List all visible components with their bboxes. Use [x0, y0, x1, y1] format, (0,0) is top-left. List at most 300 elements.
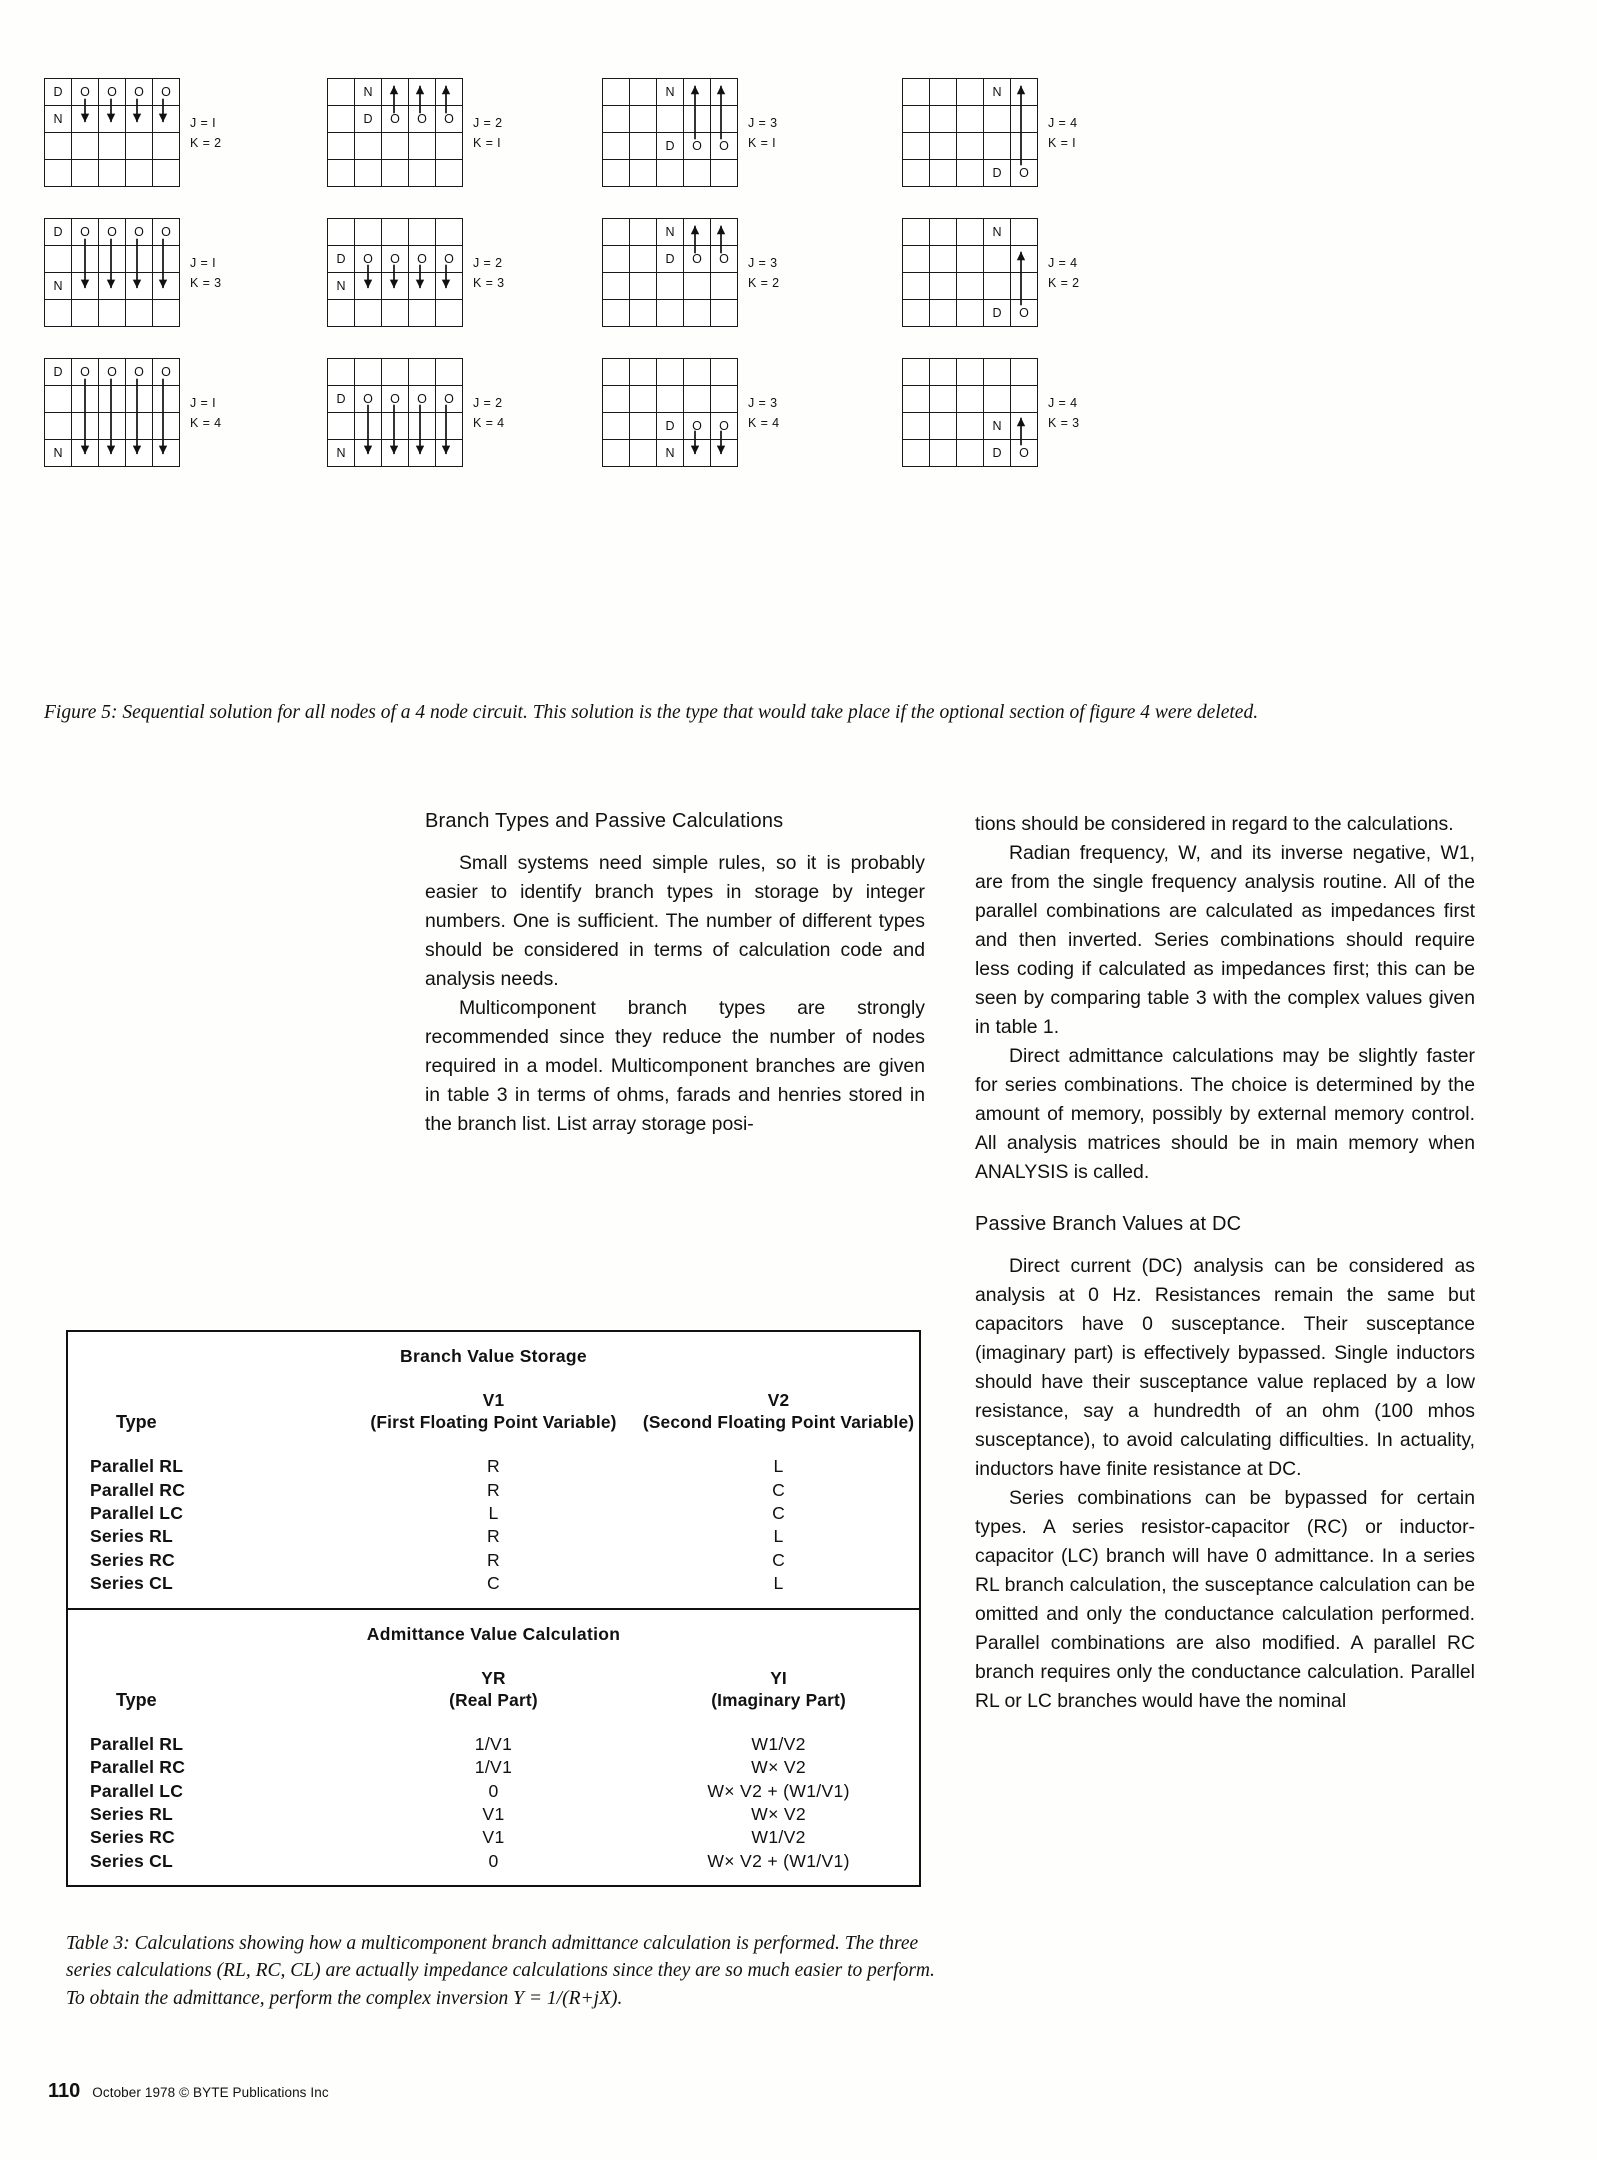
grid-row: [45, 79, 180, 106]
paragraph: Multicomponent branch types are strongly recommended since they reduce the number of nodes required in a model. Multicomponent branches are given in table 3 in terms of ohms, farads and henries stored in the branch list. List array storage posi-: [425, 997, 925, 1135]
grid-cell-empty: [711, 440, 738, 467]
grid-cell-empty: [328, 413, 355, 440]
grid-cell-empty: [126, 273, 153, 300]
grid-cell-empty: [657, 160, 684, 187]
grid-cell-empty: [630, 300, 657, 327]
grid-cell-empty: [684, 106, 711, 133]
grid-row: [903, 386, 1038, 413]
grid-row: [45, 160, 180, 187]
cell-type: Series CL: [90, 1573, 173, 1594]
grid-table: [902, 358, 1038, 467]
paragraph: Radian frequency, W, and its inverse negative, W1, are from the single frequency analysis routine. All of the parallel combinations are calculated as impedances first and then inverted. Series combinations should require less coding if calculated as impedances first; this can be seen by comparing table 3 with the complex values given in table 1.: [975, 842, 1475, 1038]
grid-cell-empty: [930, 160, 957, 187]
grid-cell-labeled: O: [72, 79, 99, 106]
grid-table: [327, 78, 463, 187]
table-3: [66, 1330, 921, 1887]
grid-cell-empty: [711, 273, 738, 300]
figure-5: [44, 78, 1554, 488]
grid-row: [903, 359, 1038, 386]
grid-cell-empty: [72, 246, 99, 273]
grid-cell-empty: [684, 386, 711, 413]
node-grid: [44, 358, 222, 467]
grid-row: [603, 79, 738, 106]
grid-row: [328, 440, 463, 467]
grid-cell-empty: [711, 106, 738, 133]
grid-cell-empty: [630, 106, 657, 133]
grid-cell-empty: [930, 413, 957, 440]
grid-cell-empty: [630, 246, 657, 273]
grid-row: [45, 359, 180, 386]
grid-cell-empty: [382, 273, 409, 300]
header-sub: (Imaginary Part): [711, 1689, 846, 1710]
grid-cell-empty: [984, 133, 1011, 160]
column-header-type: Type: [116, 1689, 157, 1710]
grid-row: [603, 219, 738, 246]
grid-cell-empty: [930, 79, 957, 106]
grid-cell-empty: [328, 219, 355, 246]
grid-j-label: J = 4: [1048, 116, 1078, 130]
grid-row: [903, 219, 1038, 246]
grid-cell-empty: [72, 386, 99, 413]
cell-v2: L: [773, 1456, 784, 1477]
grid-cell-labeled: D: [984, 160, 1011, 187]
grid-cell-empty: [630, 440, 657, 467]
grid-cell-empty: [436, 160, 463, 187]
grid-cell-empty: [72, 440, 99, 467]
grid-row: [45, 273, 180, 300]
grid-cell-empty: [603, 273, 630, 300]
grid-cell-empty: [153, 300, 180, 327]
cell-v2: C: [772, 1503, 786, 1524]
grid-cell-empty: [153, 440, 180, 467]
grid-cell-labeled: O: [72, 219, 99, 246]
grid-cell-empty: [903, 79, 930, 106]
grid-cell-empty: [603, 440, 630, 467]
cell-yr: 1/V1: [474, 1733, 513, 1754]
grid-cell-empty: [957, 246, 984, 273]
grid-cell-labeled: N: [45, 440, 72, 467]
grid-cell-empty: [984, 106, 1011, 133]
grid-row: [603, 440, 738, 467]
grid-cell-labeled: D: [45, 219, 72, 246]
cell-type: Parallel LC: [90, 1780, 184, 1801]
grid-cell-empty: [603, 246, 630, 273]
grid-table: [327, 218, 463, 327]
grid-k-label: K = 2: [748, 276, 780, 290]
grid-cell-empty: [436, 219, 463, 246]
grid-cell-labeled: N: [984, 413, 1011, 440]
grid-cell-empty: [409, 160, 436, 187]
grid-cell-empty: [957, 273, 984, 300]
grid-cell-empty: [903, 359, 930, 386]
grid-cell-labeled: O: [684, 413, 711, 440]
right-text-column: [975, 810, 1475, 1716]
grid-cell-empty: [126, 440, 153, 467]
grid-cell-empty: [903, 413, 930, 440]
grid-cell-empty: [72, 133, 99, 160]
cell-yi: W× V2: [751, 1757, 806, 1778]
grid-cell-empty: [436, 79, 463, 106]
grid-cell-empty: [903, 386, 930, 413]
grid-cell-empty: [99, 273, 126, 300]
grid-cell-labeled: D: [328, 246, 355, 273]
grid-cell-empty: [930, 440, 957, 467]
grid-row: [903, 160, 1038, 187]
grid-cell-empty: [684, 359, 711, 386]
grid-cell-empty: [957, 359, 984, 386]
header-top: YI: [770, 1667, 787, 1688]
grid-cell-empty: [72, 273, 99, 300]
table-row: [68, 1572, 919, 1595]
grid-cell-empty: [930, 219, 957, 246]
grid-cell-labeled: D: [657, 413, 684, 440]
grid-cell-empty: [436, 359, 463, 386]
grid-cell-empty: [382, 160, 409, 187]
grid-cell-empty: [684, 219, 711, 246]
grid-cell-empty: [382, 359, 409, 386]
grid-k-label: K = I: [748, 136, 777, 150]
grid-cell-empty: [409, 413, 436, 440]
grid-cell-labeled: O: [355, 246, 382, 273]
table-row: [68, 1525, 919, 1548]
grid-cell-empty: [409, 440, 436, 467]
node-grid: [327, 78, 503, 187]
grid-cell-empty: [436, 440, 463, 467]
spacer-row: [68, 1711, 919, 1733]
grid-cell-empty: [126, 133, 153, 160]
cell-yi: W× V2 + (W1/V1): [707, 1780, 850, 1801]
cell-v1: R: [486, 1456, 500, 1477]
grid-cell-empty: [984, 273, 1011, 300]
table-header-row: [68, 1389, 919, 1433]
grid-cell-labeled: O: [711, 246, 738, 273]
grid-row: [45, 440, 180, 467]
grid-table: [602, 358, 738, 467]
grid-cell-labeled: O: [684, 246, 711, 273]
grid-cell-labeled: N: [45, 273, 72, 300]
node-grid: [44, 218, 222, 327]
grid-cell-labeled: O: [1011, 440, 1038, 467]
grid-cell-empty: [409, 359, 436, 386]
grid-j-label: J = 4: [1048, 396, 1078, 410]
grid-row: [603, 160, 738, 187]
cell-yr: 1/V1: [474, 1757, 513, 1778]
grid-row: [603, 106, 738, 133]
cell-type: Series RL: [90, 1804, 173, 1825]
grid-cell-empty: [45, 386, 72, 413]
grid-cell-empty: [436, 300, 463, 327]
grid-cell-empty: [603, 79, 630, 106]
column-header-yr: [349, 1667, 638, 1711]
grid-row: [603, 386, 738, 413]
grid-row: [903, 300, 1038, 327]
grid-cell-empty: [1011, 359, 1038, 386]
grid-cell-empty: [72, 300, 99, 327]
grid-row: [45, 246, 180, 273]
grid-cell-empty: [328, 300, 355, 327]
grid-cell-empty: [126, 246, 153, 273]
cell-yr: 0: [488, 1780, 499, 1801]
grid-cell-empty: [45, 300, 72, 327]
grid-cell-empty: [684, 160, 711, 187]
grid-row: [45, 386, 180, 413]
grid-cell-empty: [684, 79, 711, 106]
cell-yi: W× V2: [751, 1804, 806, 1825]
grid-cell-empty: [126, 413, 153, 440]
grid-cell-empty: [436, 273, 463, 300]
grid-cell-empty: [603, 359, 630, 386]
grid-cell-labeled: D: [45, 79, 72, 106]
node-grid: [44, 78, 222, 187]
grid-cell-labeled: O: [126, 79, 153, 106]
grid-cell-empty: [903, 133, 930, 160]
grid-cell-empty: [603, 386, 630, 413]
section-title: Admittance Value Calculation: [366, 1623, 621, 1644]
node-grid: [602, 78, 778, 187]
grid-cell-labeled: O: [436, 106, 463, 133]
grid-cell-empty: [903, 219, 930, 246]
grid-j-label: J = 3: [748, 396, 778, 410]
grid-row: [45, 106, 180, 133]
grid-row: [903, 413, 1038, 440]
grid-cell-labeled: O: [382, 386, 409, 413]
middle-column-body: [425, 849, 925, 1139]
branch-types-heading: Branch Types and Passive Calculations: [425, 810, 784, 832]
cell-type: Series CL: [90, 1850, 173, 1871]
grid-cell-empty: [903, 246, 930, 273]
table-row: [68, 1850, 919, 1873]
node-grid: [902, 78, 1078, 187]
grid-table: [602, 218, 738, 327]
right-column-body-bottom: [975, 1252, 1475, 1716]
table-row: [68, 1502, 919, 1525]
grid-j-label: J = 4: [1048, 256, 1078, 270]
grid-cell-labeled: O: [409, 106, 436, 133]
grid-k-label: K = 4: [748, 416, 780, 430]
grid-cell-empty: [957, 106, 984, 133]
grid-cell-labeled: D: [355, 106, 382, 133]
grid-cell-empty: [153, 133, 180, 160]
grid-cell-empty: [684, 300, 711, 327]
branch-value-storage-section: [68, 1332, 919, 1608]
grid-cell-empty: [657, 300, 684, 327]
grid-cell-empty: [903, 106, 930, 133]
grid-cell-empty: [657, 359, 684, 386]
cell-type: Parallel LC: [90, 1503, 184, 1524]
grid-k-label: K = 3: [1048, 416, 1080, 430]
grid-cell-empty: [409, 300, 436, 327]
grid-cell-empty: [1011, 133, 1038, 160]
grid-row: [903, 246, 1038, 273]
grid-cell-empty: [382, 300, 409, 327]
cell-v2: C: [772, 1479, 786, 1500]
cell-v1: R: [486, 1526, 500, 1547]
grid-cell-labeled: O: [409, 386, 436, 413]
grid-k-label: K = I: [473, 136, 502, 150]
cell-v1: R: [486, 1549, 500, 1570]
paragraph: Direct admittance calculations may be slightly faster for series combinations. The choice is determined by the amount of memory, possibly by external memory control. All analysis matrices should be in main memory when ANALYSIS is called.: [975, 1045, 1475, 1183]
grid-j-label: J = I: [190, 256, 216, 270]
page-number: 110: [48, 2080, 81, 2102]
grid-cell-empty: [684, 440, 711, 467]
grid-row: [903, 440, 1038, 467]
grid-cell-labeled: N: [45, 106, 72, 133]
grid-cell-empty: [630, 273, 657, 300]
grid-cell-labeled: O: [153, 219, 180, 246]
grid-cell-empty: [930, 246, 957, 273]
grid-cell-labeled: D: [984, 440, 1011, 467]
grid-cell-empty: [45, 413, 72, 440]
paragraph: Series combinations can be bypassed for certain types. A series resistor-capacitor (RC) or inductor-capacitor (LC) branch will have 0 admittance. In a series RL branch calculation, the susceptance calculation can be omitted and only the conductance calculation performed. Parallel combinations are also modified. A parallel RC branch requires only the conductance calculation. Parallel RL or LC branches would have the nominal: [975, 1487, 1475, 1712]
grid-table: [902, 78, 1038, 187]
column-header-yi: [638, 1667, 919, 1711]
grid-cell-empty: [99, 386, 126, 413]
header-sub: (Real Part): [449, 1689, 538, 1710]
grid-cell-labeled: O: [711, 133, 738, 160]
paragraph: Direct current (DC) analysis can be considered as analysis at 0 Hz. Resistances remain the same but capacitors have 0 susceptance. Their susceptance (imaginary part) is effectively bypassed. Single inductors should have their susceptance value replaced by a low resistance, say a hundredth of an ohm (100 mhos susceptance), to avoid calculating difficulties. In actuality, inductors have finite resistance at DC.: [975, 1255, 1475, 1480]
grid-cell-empty: [1011, 413, 1038, 440]
grid-row: [603, 413, 738, 440]
grid-cell-labeled: O: [382, 106, 409, 133]
grid-cell-empty: [355, 273, 382, 300]
grid-cell-labeled: N: [657, 440, 684, 467]
cell-type: Parallel RC: [90, 1479, 186, 1500]
grid-row: [45, 413, 180, 440]
cell-type: Series RL: [90, 1526, 173, 1547]
grid-cell-empty: [355, 300, 382, 327]
paragraph: Small systems need simple rules, so it is probably easier to identify branch types in storage by integer numbers. One is sufficient. The number of different types should be considered in terms of calculation code and analysis needs.: [425, 852, 925, 990]
grid-cell-empty: [328, 359, 355, 386]
grid-cell-labeled: O: [436, 246, 463, 273]
grid-row: [603, 273, 738, 300]
grid-cell-empty: [957, 386, 984, 413]
grid-cell-labeled: O: [382, 246, 409, 273]
grid-cell-labeled: O: [126, 219, 153, 246]
grid-cell-empty: [1011, 273, 1038, 300]
cell-type: Series RC: [90, 1827, 175, 1848]
grid-cell-empty: [72, 413, 99, 440]
passive-branch-values-heading: Passive Branch Values at DC: [975, 1213, 1242, 1235]
cell-type: Series RC: [90, 1549, 175, 1570]
grid-table: [44, 358, 180, 467]
middle-text-column: [425, 810, 925, 1139]
grid-cell-empty: [382, 413, 409, 440]
grid-cell-labeled: O: [684, 133, 711, 160]
grid-cell-empty: [930, 273, 957, 300]
table-row: [68, 1826, 919, 1849]
grid-row: [328, 273, 463, 300]
grid-row: [903, 273, 1038, 300]
grid-row: [45, 133, 180, 160]
grid-cell-labeled: O: [409, 246, 436, 273]
cell-v2: C: [772, 1549, 786, 1570]
grid-row: [45, 300, 180, 327]
spacer-row: [68, 1433, 919, 1455]
grid-row: [328, 413, 463, 440]
grid-cell-empty: [436, 133, 463, 160]
grid-cell-empty: [355, 219, 382, 246]
node-grid: [327, 218, 505, 327]
grid-cell-empty: [99, 246, 126, 273]
grid-row: [328, 219, 463, 246]
grid-cell-labeled: O: [436, 386, 463, 413]
grid-cell-empty: [603, 413, 630, 440]
grid-cell-empty: [382, 219, 409, 246]
grid-cell-empty: [99, 106, 126, 133]
grid-cell-empty: [603, 300, 630, 327]
grid-row: [328, 160, 463, 187]
header-top: V1: [482, 1390, 505, 1410]
grid-row: [603, 300, 738, 327]
grid-cell-labeled: O: [99, 219, 126, 246]
grid-row: [328, 386, 463, 413]
grid-cell-empty: [153, 273, 180, 300]
grid-cell-empty: [99, 413, 126, 440]
grid-cell-empty: [657, 106, 684, 133]
grid-cell-empty: [930, 133, 957, 160]
grid-cell-labeled: D: [657, 133, 684, 160]
grid-k-label: K = I: [1048, 136, 1077, 150]
grid-cell-empty: [126, 386, 153, 413]
grid-row: [903, 133, 1038, 160]
grid-cell-empty: [328, 133, 355, 160]
grid-row: [328, 106, 463, 133]
grid-cell-empty: [382, 440, 409, 467]
grid-cell-labeled: O: [1011, 300, 1038, 327]
grid-k-label: K = 2: [1048, 276, 1080, 290]
header-sub: (First Floating Point Variable): [370, 1412, 617, 1433]
cell-yr: 0: [488, 1850, 499, 1871]
header-top: YR: [481, 1667, 506, 1688]
grid-cell-empty: [153, 386, 180, 413]
grid-cell-empty: [930, 106, 957, 133]
grid-cell-empty: [436, 413, 463, 440]
grid-cell-empty: [630, 413, 657, 440]
grid-cell-empty: [984, 386, 1011, 413]
grid-cell-labeled: O: [99, 359, 126, 386]
grid-cell-empty: [630, 219, 657, 246]
grid-k-label: K = 3: [473, 276, 505, 290]
grid-cell-empty: [957, 440, 984, 467]
grid-cell-empty: [711, 300, 738, 327]
grid-j-label: J = 2: [473, 256, 503, 270]
grid-cell-empty: [355, 133, 382, 160]
grid-table: [327, 358, 463, 467]
admittance-value-calculation-section: [68, 1608, 919, 1886]
grid-cell-empty: [382, 133, 409, 160]
grid-cell-empty: [72, 106, 99, 133]
grid-cell-empty: [603, 106, 630, 133]
grid-cell-empty: [45, 160, 72, 187]
grid-cell-empty: [355, 160, 382, 187]
table-row: [68, 1756, 919, 1779]
node-grid: [902, 218, 1080, 327]
grid-row: [603, 133, 738, 160]
right-column-body-top: [975, 810, 1475, 1187]
grid-cell-empty: [355, 413, 382, 440]
grid-cell-labeled: O: [711, 413, 738, 440]
table-row: [68, 1455, 919, 1478]
grid-cell-empty: [630, 359, 657, 386]
grid-j-label: J = I: [190, 116, 216, 130]
header-sub: (Second Floating Point Variable): [642, 1412, 915, 1433]
grid-table: [602, 78, 738, 187]
grid-cell-labeled: N: [657, 79, 684, 106]
grid-cell-empty: [153, 413, 180, 440]
grid-cell-labeled: O: [99, 79, 126, 106]
grid-cell-empty: [630, 79, 657, 106]
grid-cell-empty: [630, 386, 657, 413]
